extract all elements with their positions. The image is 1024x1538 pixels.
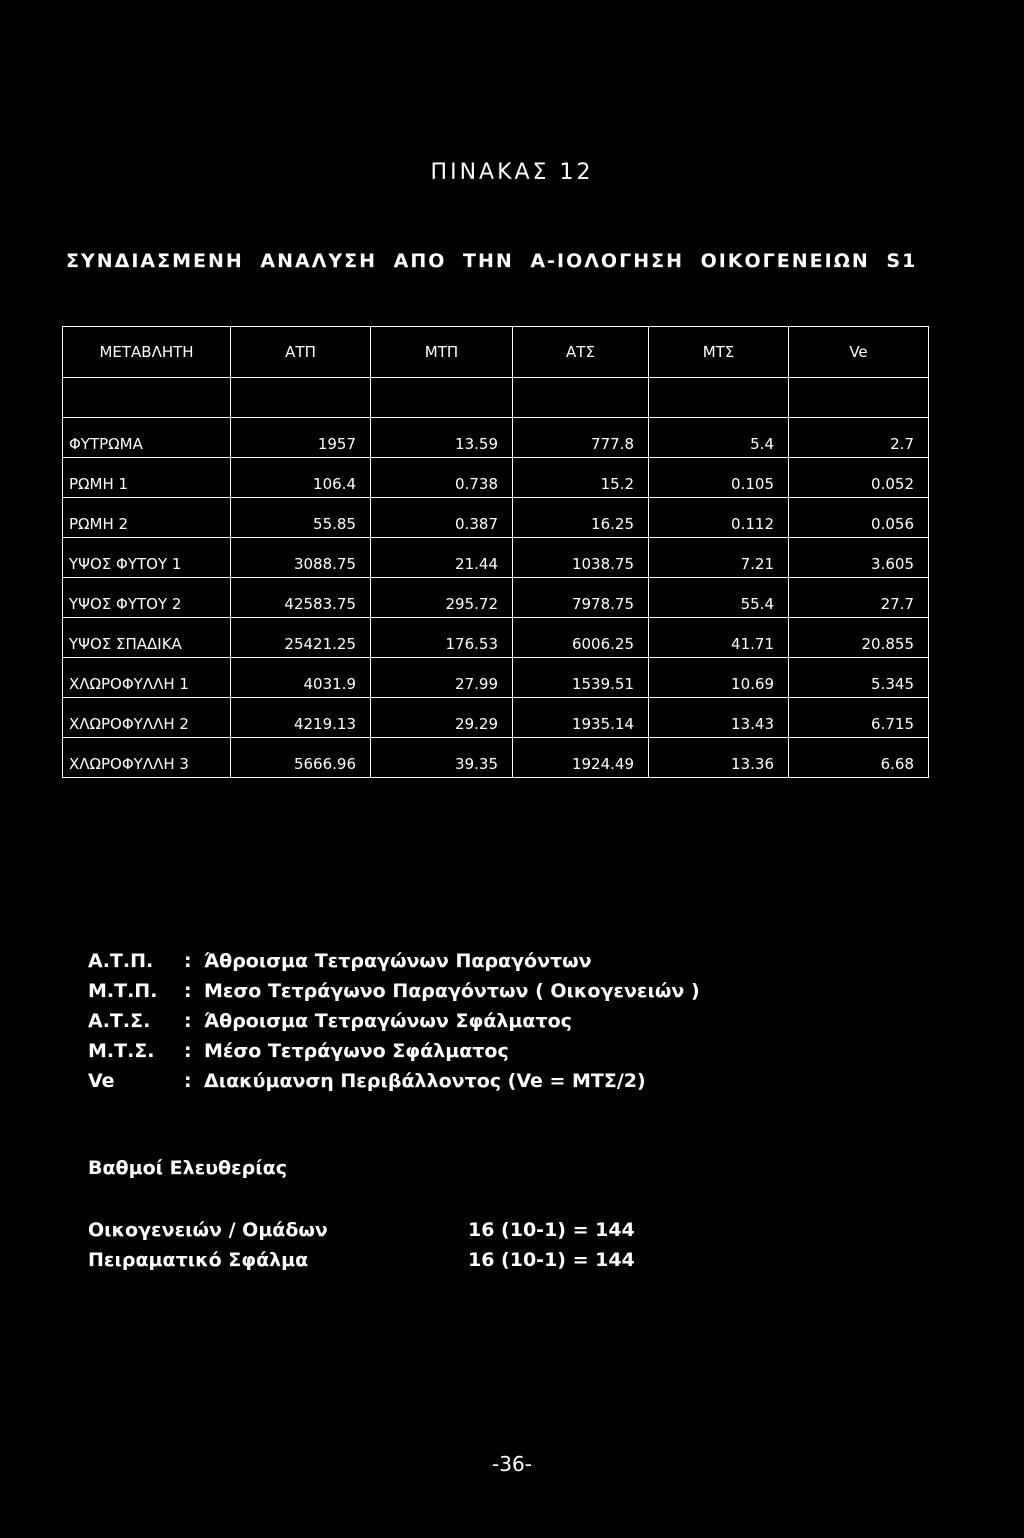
value-cell: 15.2 [513,458,649,498]
variable-name-cell: ΡΩΜΗ 1 [63,458,231,498]
legend-item [88,1006,700,1036]
table-row [63,698,929,738]
legend-item [88,946,700,976]
value-cell: 6.715 [789,698,929,738]
value-cell: 0.056 [789,498,929,538]
value-cell: 0.052 [789,458,929,498]
value-cell: 21.44 [371,538,513,578]
value-cell: 55.85 [231,498,371,538]
value-cell: 106.4 [231,458,371,498]
value-cell: 20.855 [789,618,929,658]
value-cell: 2.7 [789,418,929,458]
variable-name-cell: ΥΨΟΣ ΣΠΑΔΙΚΑ [63,618,231,658]
degrees-of-freedom-row [88,1215,635,1245]
value-cell: 0.738 [371,458,513,498]
degrees-of-freedom-row [88,1245,635,1275]
legend [88,946,700,1096]
value-cell: 777.8 [513,418,649,458]
table-row [63,578,929,618]
column-header: ΜΤΣ [649,327,789,378]
legend-item [88,1066,700,1096]
legend-separator: : [184,1070,192,1092]
value-cell: 1924.49 [513,738,649,778]
table-title: ΠΙΝΑΚΑΣ 12 [430,160,594,185]
table-row [63,658,929,698]
legend-item [88,1036,700,1066]
degrees-of-freedom-title: Βαθμοί Ελευθερίας [88,1157,287,1179]
variable-name-cell: ΧΛΩΡΟΦΥΛΛΗ 1 [63,658,231,698]
variable-name-cell: ΧΛΩΡΟΦΥΛΛΗ 2 [63,698,231,738]
df-label: Οικογενειών / Ομάδων [88,1219,328,1241]
legend-separator: : [184,1040,192,1062]
table-row [63,458,929,498]
value-cell: 41.71 [649,618,789,658]
variable-name-cell: ΦΥΤΡΩΜΑ [63,418,231,458]
degrees-of-freedom-list [88,1215,635,1275]
value-cell: 27.7 [789,578,929,618]
value-cell: 27.99 [371,658,513,698]
legend-separator: : [184,950,192,972]
df-value: 16 (10-1) = 144 [468,1219,635,1241]
legend-definition: Άθροισμα Τετραγώνων Παραγόντων [204,950,592,972]
legend-abbreviation: Ve [88,1070,115,1092]
variable-name-cell: ΥΨΟΣ ΦΥΤΟΥ 1 [63,538,231,578]
page-number: -36- [492,1452,532,1476]
value-cell: 3.605 [789,538,929,578]
value-cell: 4031.9 [231,658,371,698]
value-cell: 1935.14 [513,698,649,738]
value-cell: 13.59 [371,418,513,458]
df-value: 16 (10-1) = 144 [468,1249,635,1271]
legend-separator: : [184,980,192,1002]
value-cell: 3088.75 [231,538,371,578]
value-cell: 295.72 [371,578,513,618]
variable-name-cell: ΡΩΜΗ 2 [63,498,231,538]
table-row [63,538,929,578]
column-header: ΜΤΠ [371,327,513,378]
value-cell: 25421.25 [231,618,371,658]
value-cell: 6006.25 [513,618,649,658]
value-cell: 0.105 [649,458,789,498]
df-label: Πειραματικό Σφάλμα [88,1249,309,1271]
anova-table [62,326,929,778]
value-cell: 4219.13 [231,698,371,738]
table-row [63,618,929,658]
table-row [63,498,929,538]
legend-separator: : [184,1010,192,1032]
value-cell: 1038.75 [513,538,649,578]
value-cell: 29.29 [371,698,513,738]
legend-definition: Μέσο Τετράγωνο Σφάλματος [204,1040,509,1062]
legend-definition: Μεσο Τετράγωνο Παραγόντων ( Οικογενειών ) [204,980,700,1002]
value-cell: 0.112 [649,498,789,538]
legend-abbreviation: Μ.Τ.Σ. [88,1040,155,1062]
value-cell: 13.43 [649,698,789,738]
table-spacer-row [63,378,929,418]
legend-abbreviation: Μ.Τ.Π. [88,980,158,1002]
legend-definition: Άθροισμα Τετραγώνων Σφάλματος [204,1010,572,1032]
variable-name-cell: ΧΛΩΡΟΦΥΛΛΗ 3 [63,738,231,778]
value-cell: 16.25 [513,498,649,538]
value-cell: 5.4 [649,418,789,458]
legend-abbreviation: Α.Τ.Π. [88,950,154,972]
table-header-row [63,327,929,378]
legend-abbreviation: Α.Τ.Σ. [88,1010,151,1032]
column-header: Ve [789,327,929,378]
legend-item [88,976,700,1006]
column-header: ΑΤΣ [513,327,649,378]
table-subtitle: ΣΥΝΔΙΑΣΜΕΝΗ ΑΝΑΛΥΣΗ ΑΠΟ ΤΗΝ Α-ΙΟΛΟΓΗΣΗ ΟΙΚΟΓΕΝΕΙΩΝ S1 [66,250,918,272]
legend-definition: Διακύμανση Περιβάλλοντος (Ve = ΜΤΣ/2) [204,1070,646,1092]
column-header: ΜΕΤΑΒΛΗΤΗ [63,327,231,378]
variable-name-cell: ΥΨΟΣ ΦΥΤΟΥ 2 [63,578,231,618]
value-cell: 5.345 [789,658,929,698]
value-cell: 13.36 [649,738,789,778]
table-row [63,738,929,778]
table-body [63,418,929,778]
value-cell: 7978.75 [513,578,649,618]
value-cell: 6.68 [789,738,929,778]
column-header: ΑΤΠ [231,327,371,378]
table-row [63,418,929,458]
value-cell: 5666.96 [231,738,371,778]
value-cell: 55.4 [649,578,789,618]
value-cell: 10.69 [649,658,789,698]
value-cell: 1957 [231,418,371,458]
value-cell: 39.35 [371,738,513,778]
value-cell: 0.387 [371,498,513,538]
value-cell: 1539.51 [513,658,649,698]
value-cell: 7.21 [649,538,789,578]
value-cell: 176.53 [371,618,513,658]
value-cell: 42583.75 [231,578,371,618]
